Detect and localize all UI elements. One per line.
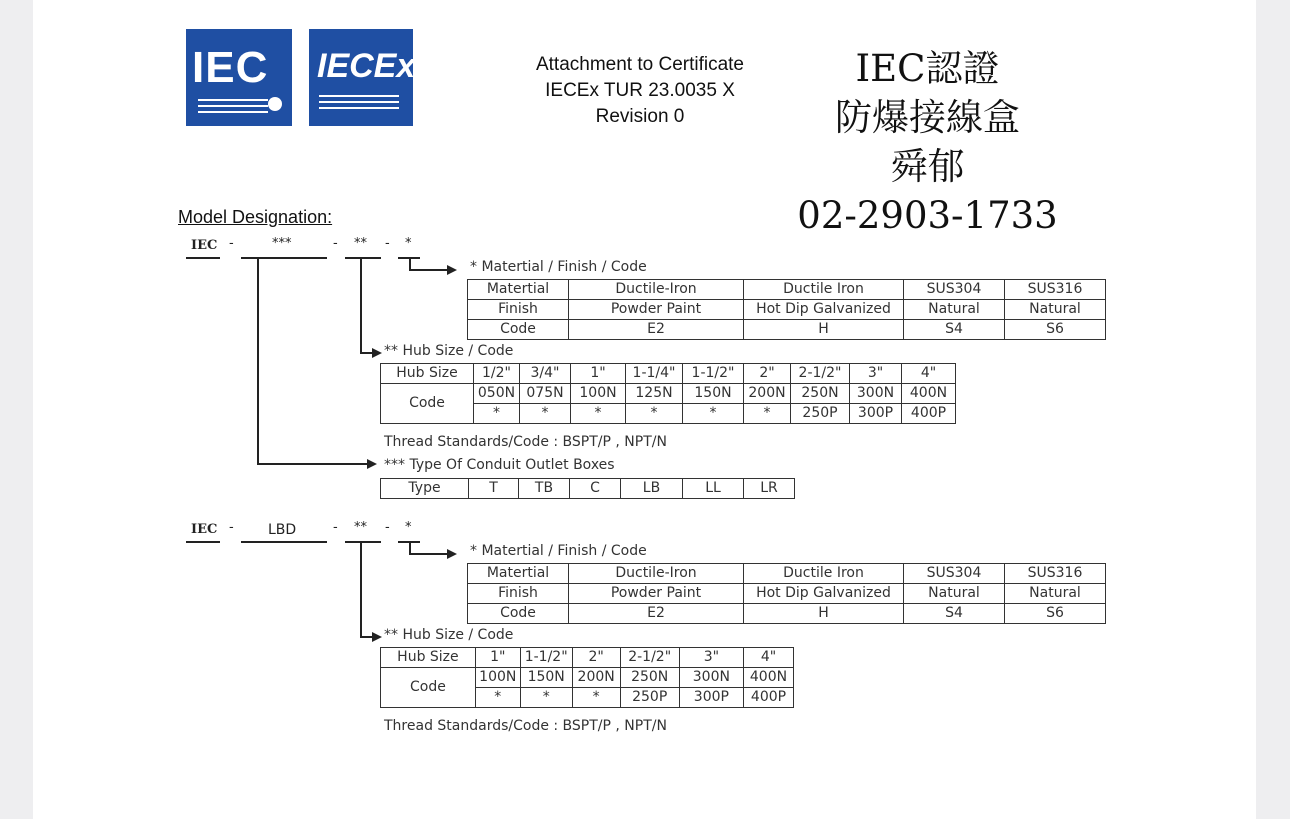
contact-overlay (790, 44, 1065, 240)
iec-logo: IEC (186, 29, 292, 126)
code-lbd: LBD (268, 522, 297, 538)
code-dash: - (229, 236, 234, 251)
hub-size-table (380, 647, 794, 708)
contact-phone: 02-2903-1733 (797, 194, 1058, 237)
code-dash: - (333, 236, 338, 251)
code-dash: - (385, 520, 390, 535)
material-table (467, 563, 1106, 624)
table-row: Code E2 H S4 S6 (468, 320, 1106, 340)
iecex-logo: IECEx (309, 29, 413, 126)
code-hub-placeholder: ** (354, 236, 367, 251)
table-row: * * * 250P 300P 400P (381, 688, 794, 708)
table-row: Matertial Ductile-Iron Ductile Iron SUS304 SUS316 (468, 280, 1106, 300)
code-material-placeholder: * (405, 236, 412, 251)
material-section-title: * Matertial / Finish / Code (470, 543, 647, 559)
table-row: Type T TB C LB LL LR (381, 479, 795, 499)
code-dash: - (229, 520, 234, 535)
table-row: Hub Size 1" 1-1/2" 2" 2-1/2" 3" 4" (381, 648, 794, 668)
table-row: * * * * * * 250P 300P 400P (381, 404, 956, 424)
code-prefix: IEC (191, 522, 218, 537)
table-row: Code 100N 150N 200N 250N 300N 400N (381, 668, 794, 688)
certificate-line: Attachment to Certificate (535, 54, 745, 75)
contact-company: 舜郁 (890, 145, 965, 188)
code-dash: - (333, 520, 338, 535)
certificate-revision: Revision 0 (595, 106, 685, 127)
hub-section-title: ** Hub Size / Code (384, 343, 514, 359)
code-material-placeholder: * (405, 520, 412, 535)
code-type-placeholder: *** (272, 236, 292, 251)
material-section-title: * Matertial / Finish / Code (470, 259, 647, 275)
type-table (380, 478, 795, 499)
table-row: Code E2 H S4 S6 (468, 604, 1106, 624)
table-row: Matertial Ductile-Iron Ductile Iron SUS304 SUS316 (468, 564, 1106, 584)
table-row: Finish Powder Paint Hot Dip Galvanized Natural Natural (468, 300, 1106, 320)
thread-standards: Thread Standards/Code : BSPT/P , NPT/N (384, 434, 667, 450)
hub-section-title: ** Hub Size / Code (384, 627, 514, 643)
table-row: Hub Size 1/2" 3/4" 1" 1-1/4" 1-1/2" 2" 2-1/2" 3" 4" (381, 364, 956, 384)
hub-size-table (380, 363, 956, 424)
code-prefix: IEC (191, 238, 218, 253)
type-section-title: *** Type Of Conduit Outlet Boxes (384, 457, 615, 473)
contact-cert: IEC認證 (855, 47, 1000, 90)
contact-product: 防爆接線盒 (835, 96, 1020, 139)
model-designation-title: Model Designation: (178, 207, 333, 227)
code-dash: - (385, 236, 390, 251)
certificate-heading (500, 52, 780, 130)
thread-standards: Thread Standards/Code : BSPT/P , NPT/N (384, 718, 667, 734)
material-table (467, 279, 1106, 340)
table-row: Finish Powder Paint Hot Dip Galvanized Natural Natural (468, 584, 1106, 604)
code-hub-placeholder: ** (354, 520, 367, 535)
table-row: Code 050N 075N 100N 125N 150N 200N 250N 300N 400N (381, 384, 956, 404)
certificate-number: IECEx TUR 23.0035 X (545, 80, 735, 101)
